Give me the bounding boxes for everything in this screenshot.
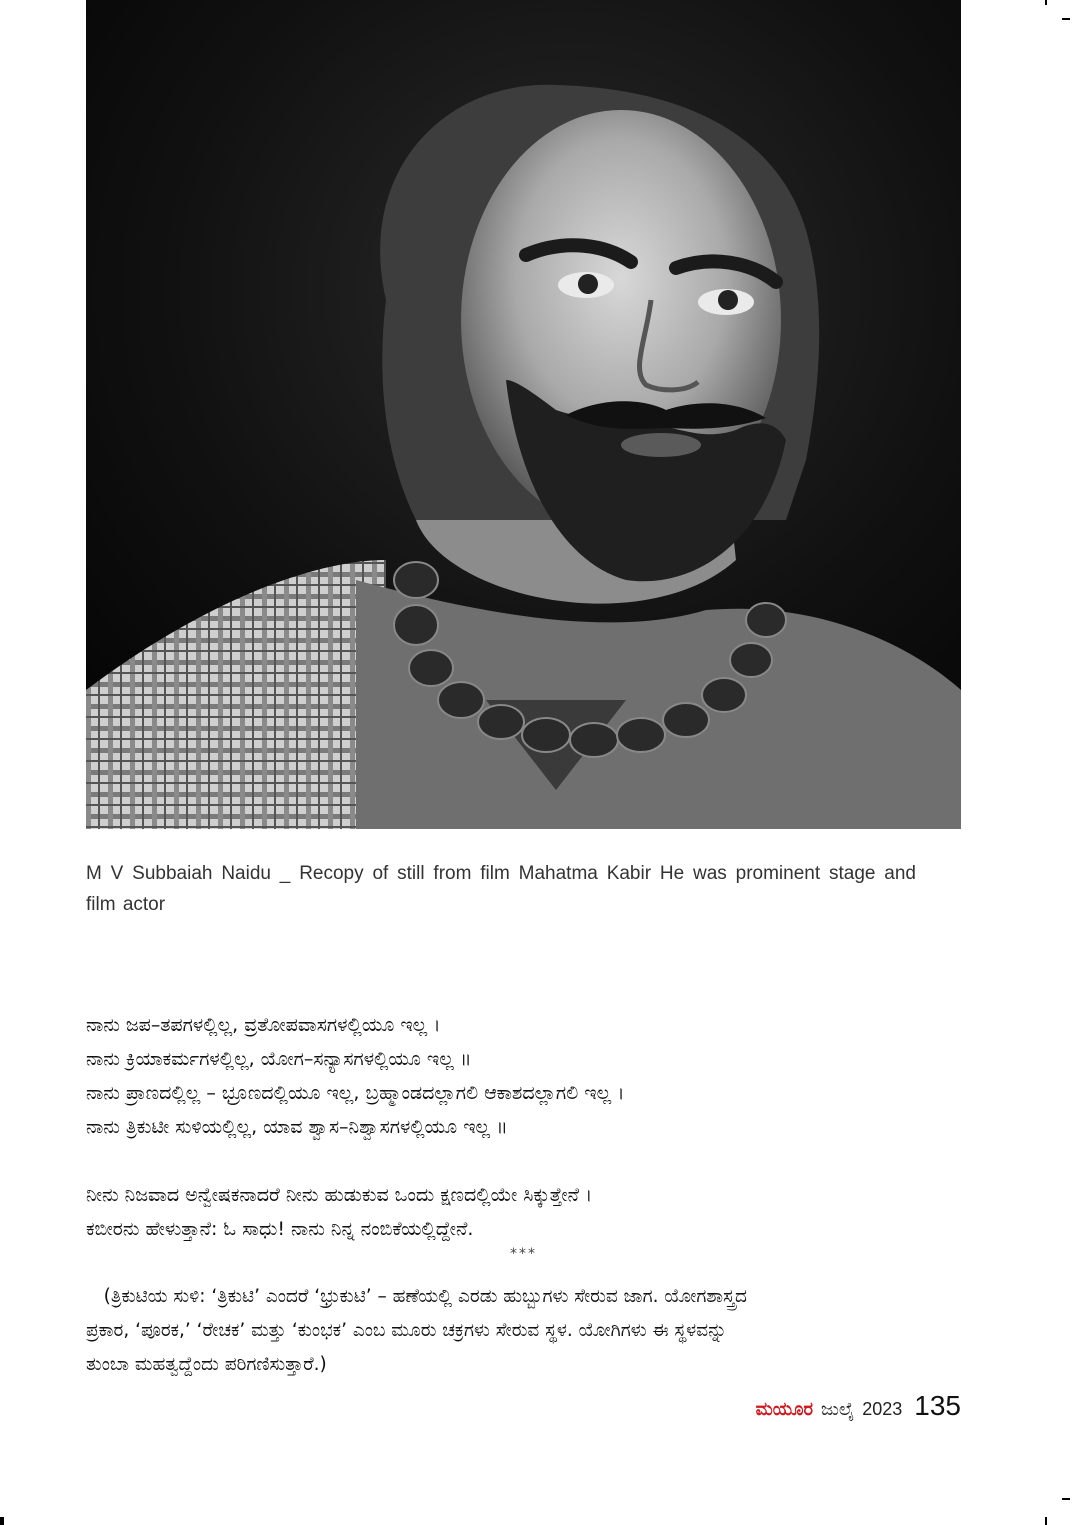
issue-year: 2023 <box>862 1399 903 1419</box>
note-line: ಪ್ರಕಾರ, ‘ಪೂರಕ,’ ‘ರೇಚಕ’ ಮತ್ತು ‘ಕುಂಭಕ’ ಎಂಬ ಮೂರು ಚಕ್ರಗಳು ಸೇರುವ ಸ್ಥಳ. ಯೋಗಿಗಳು ಈ ಸ್ಥಳವನ್ನು <box>86 1320 727 1341</box>
verse-line: ನಾನು ತ್ರಿಕುಟೀ ಸುಳಿಯಲ್ಲಿಲ್ಲ, ಯಾವ ಶ್ವಾಸ–ನಿಶ್ವಾಸಗಳಲ್ಲಿಯೂ ಇಲ್ಲ ॥ <box>86 1116 508 1138</box>
page-footer <box>756 1390 961 1422</box>
verse-line: ಕಬೀರನು ಹೇಳುತ್ತಾನೆ: ಓ ಸಾಧು! ನಾನು ನಿನ್ನ ನಂಬಿಕೆಯಲ್ಲಿದ್ದೇನೆ. <box>86 1218 474 1240</box>
verse-line: ನಾನು ಪ್ರಾಣದಲ್ಲಿಲ್ಲ – ಭ್ರೂಣದಲ್ಲಿಯೂ ಇಲ್ಲ, ಬ್ರಹ್ಮಾಂಡದಲ್ಲಾಗಲಿ ಆಕಾಶದಲ್ಲಾಗಲಿ ಇಲ್ಲ । <box>86 1082 625 1104</box>
section-separator: *** <box>510 1246 537 1262</box>
verse-block-2 <box>86 1178 966 1246</box>
photo-caption: M V Subbaiah Naidu _ Recopy of still from film Mahatma Kabir He was prominent stage and film actor <box>86 863 916 915</box>
crop-mark <box>1045 0 1047 5</box>
explanatory-note <box>86 1280 966 1382</box>
crop-mark <box>1062 1498 1070 1500</box>
page-number: 135 <box>914 1390 961 1421</box>
issue-month: ಜುಲೈ <box>821 1399 855 1419</box>
verse-block-1 <box>86 1008 966 1144</box>
portrait-photo <box>86 0 961 829</box>
note-line: ತುಂಬಾ ಮಹತ್ವದ್ದೆಂದು ಪರಿಗಣಿಸುತ್ತಾರೆ.) <box>86 1354 327 1375</box>
verse-line: ನಾನು ಜಪ–ತಪಗಳಲ್ಲಿಲ್ಲ, ವ್ರತೋಪವಾಸಗಳಲ್ಲಿಯೂ ಇಲ್ಲ । <box>86 1014 441 1036</box>
magazine-brand: ಮಯೂರ <box>755 1399 813 1419</box>
verse-line: ನೀನು ನಿಜವಾದ ಅನ್ವೇಷಕನಾದರೆ ನೀನು ಹುಡುಕುವ ಒಂದು ಕ್ಷಣದಲ್ಲಿಯೇ ಸಿಕ್ಕುತ್ತೇನೆ । <box>86 1184 593 1206</box>
verse-line: ನಾನು ಕ್ರಿಯಾಕರ್ಮಗಳಲ್ಲಿಲ್ಲ, ಯೋಗ–ಸನ್ಯಾಸಗಳಲ್ಲಿಯೂ ಇಲ್ಲ ॥ <box>86 1048 472 1070</box>
note-line: (ತ್ರಿಕುಟಿಯ ಸುಳಿ: ‘ತ್ರಿಕುಟಿ’ ಎಂದರೆ ‘ಭ್ರುಕುಟಿ’ – ಹಣೆಯಲ್ಲಿ ಎರಡು ಹುಬ್ಬುಗಳು ಸೇರುವ ಜಾಗ. ಯೋಗಶಾಸ್ತ್ರದ <box>86 1286 747 1307</box>
crop-mark <box>1062 18 1070 20</box>
portrait-image <box>86 0 961 829</box>
crop-mark <box>1045 1517 1047 1525</box>
crop-mark <box>0 1517 4 1525</box>
